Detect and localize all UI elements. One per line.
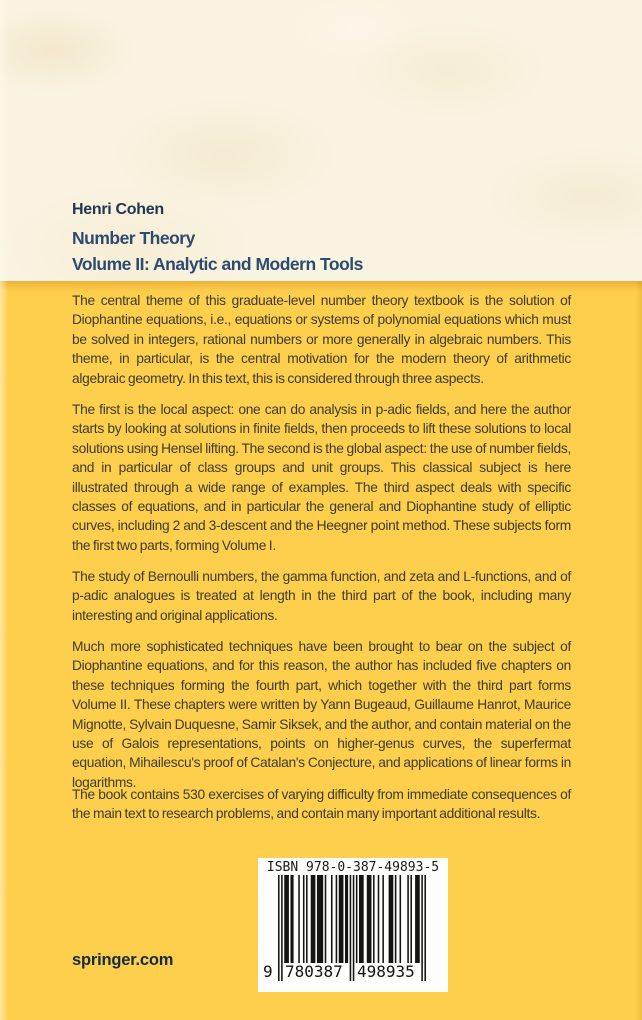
blurb-paragraph: Much more sophisticated techniques have been brought to bear on the subject of Diophantine equations, and for this reason, the author has included five chapters on these techniques forming the fourth part, which together with the third part forms Volume II. These chapters were written by Yann Bugeaud, Guillaume Hanrot, Maurice Mignotte, Sylvain Duquesne, Samir Siksek, and the author, and contain material on the use of Galois representations, points on higher-genus curves, the superfermat equation, Mihailescu's proof of Catalan's Conjecture, and applications of linear forms in logarithms. (72, 639, 571, 790)
isbn-barcode-panel (258, 858, 448, 992)
barcode-digit-group: 9 (263, 962, 273, 981)
book-subtitle: Volume II: Analytic and Modern Tools (72, 254, 363, 274)
blurb-paragraph: The book contains 530 exercises of varying difficulty from immediate consequences of the main text to research problems, and contain many important additional results. (72, 787, 571, 822)
book-title: Number Theory (72, 228, 195, 248)
blurb-paragraph: The first is the local aspect: one can do analysis in p-adic fields, and here the author starts by looking at solutions in finite fields, then proceeds to lift these solutions to local solutions using Hensel lifting. The second is the global aspect: the use of number fields, and in particular of class groups and unit groups. This classical subject is here illustrated through a wide range of examples. The third aspect deals with specific classes of equations, and in particular the general and Diophantine study of elliptic curves, including 2 and 3-descent and the Heegner point method. These subjects form the first two parts, forming Volume I. (72, 402, 571, 553)
barcode-digits (263, 962, 426, 983)
blurb-paragraph: The study of Bernoulli numbers, the gamma function, and zeta and L-functions, and of p-adic analogues is treated at length in the third part of the book, including many interesting and original applications. (72, 569, 571, 623)
barcode-digit-group: 498935 (357, 962, 415, 981)
title-block (72, 200, 363, 279)
barcode-digit-group: 780387 (285, 962, 343, 981)
isbn-number: ISBN 978-0-387-49893-5 (266, 860, 440, 875)
publisher-website: springer.com (72, 951, 174, 969)
blurb-paragraph: The central theme of this graduate-level number theory textbook is the solution of Diophantine equations, i.e., equations or systems of polynomial equations which must be solved in integers, rational numbers or more generally in algebraic numbers. This theme, in particular, is the central motivation for the modern theory of arithmetic algebraic geometry. In this text, this is considered through three aspects. (72, 293, 571, 386)
author-name: Henri Cohen (72, 201, 164, 218)
